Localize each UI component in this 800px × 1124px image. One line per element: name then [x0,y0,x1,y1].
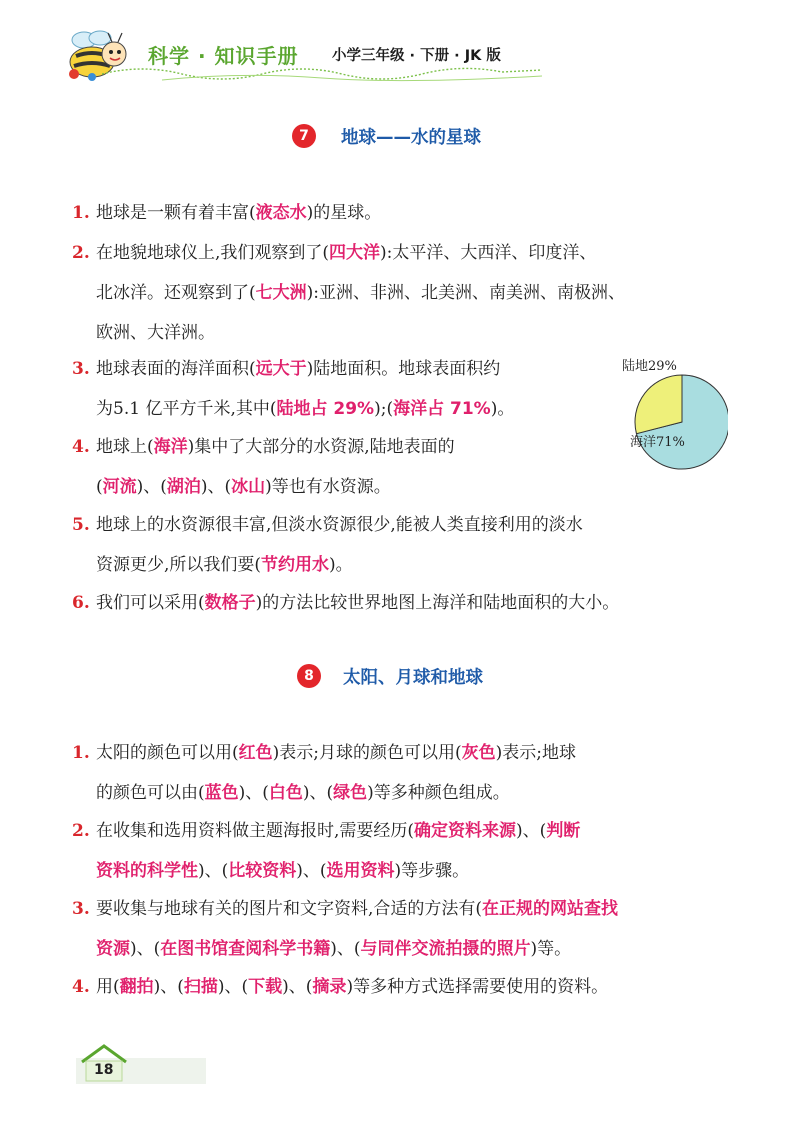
item-text: 太阳的颜色可以用( [96,743,239,763]
item-text: )。 [490,399,515,419]
item-text: 用( [96,977,120,997]
list-item [72,733,732,813]
item-text: )表示;地球 [495,743,577,763]
item-text: 在地貌地球仪上,我们观察到了( [96,243,330,263]
list-item [72,889,732,969]
item-text: 我们可以采用( [96,593,205,613]
answer-text: 海洋 [153,437,188,457]
list-item [72,811,732,891]
item-text: 资源更少,所以我们要( [96,555,262,575]
list-item [72,967,732,1007]
item-text: );( [374,399,394,419]
item-line [72,929,732,969]
section-title: 太阳、月球和地球 [343,668,483,688]
answer-text: 海洋占 71% [393,399,491,419]
item-number: 5. [72,515,90,535]
item-text: )集中了大部分的水资源,陆地表面的 [187,437,455,457]
list-item [72,233,732,353]
answer-text: 灰色 [461,743,496,763]
answer-text: 河流 [102,477,137,497]
item-text: )、( [198,861,229,881]
item-text: ( [96,477,103,497]
item-line [72,273,732,313]
item-number: 3. [72,899,90,919]
item-number: 4. [72,437,90,457]
item-number: 2. [72,243,90,263]
answer-text: 与同伴交流拍摄的照片 [360,939,531,959]
item-text: 要收集与地球有关的图片和文字资料,合适的方法有( [96,899,483,919]
answer-text: 四大洋 [329,243,381,263]
item-text: )等步骤。 [394,861,470,881]
answer-text: 扫描 [183,977,218,997]
item-number: 1. [72,743,90,763]
item-text: )、( [330,939,361,959]
item-text: )、( [153,977,184,997]
item-text: )、( [238,783,269,803]
item-number: 1. [72,203,90,223]
section-heading-8 [0,660,800,694]
item-text: )等多种颜色组成。 [367,783,510,803]
answer-text: 蓝色 [204,783,239,803]
answer-text: 七大洲 [255,283,307,303]
answer-text: 比较资料 [228,861,297,881]
item-line [72,193,732,233]
answer-text: 白色 [268,783,303,803]
item-line [72,889,732,929]
land-label: 陆地29% [622,359,677,374]
answer-text: 远大于 [255,359,307,379]
item-text: )、( [302,783,334,803]
item-text: )表示;月球的颜色可以用( [272,743,462,763]
answer-text: 资源 [96,939,130,959]
answer-text: 液态水 [255,203,307,223]
item-text: )等。 [530,939,572,959]
item-line [72,545,732,585]
page-footer [76,1044,206,1084]
land-ocean-pie-chart [616,350,728,474]
item-text: )、( [200,477,232,497]
answer-text: 数格子 [204,593,256,613]
item-text: 欧洲、大洋洲。 [96,323,215,343]
answer-text: 冰山 [231,477,266,497]
answer-text: 节约用水 [261,555,330,575]
item-text: )、( [296,861,327,881]
item-text: 为5.1 亿平方千米,其中( [96,399,277,419]
list-item [72,193,732,233]
item-line [72,967,732,1007]
answer-text: 摘录 [312,977,347,997]
item-line [72,583,732,623]
item-line [72,811,732,851]
item-number: 3. [72,359,90,379]
item-text: 在收集和选用资料做主题海报时,需要经历( [96,821,415,841]
item-line [72,313,732,353]
answer-text: 在图书馆查阅科学书籍 [160,939,331,959]
section-number-badge: 7 [292,124,316,148]
item-text: )的方法比较世界地图上海洋和陆地面积的大小。 [255,593,620,613]
list-item [72,583,732,623]
item-text: )陆地面积。地球表面积约 [306,359,501,379]
answer-text: 绿色 [333,783,368,803]
page-header [62,26,542,86]
item-text: )、( [516,821,547,841]
list-item [72,505,732,585]
ocean-label: 海洋71% [630,435,685,450]
item-text: )的星球。 [306,203,382,223]
series-title: 科学 · 知识手册 [148,44,299,68]
answer-text: 陆地占 29% [276,399,375,419]
item-number: 6. [72,593,90,613]
item-line [72,505,732,545]
header-wave-decoration [102,62,542,84]
item-text: )、( [217,977,249,997]
item-line [72,773,732,813]
item-line [72,851,732,891]
item-text: 地球上( [96,437,154,457]
item-text: 地球是一颗有着丰富( [96,203,256,223]
answer-text: 在正规的网站查找 [482,899,619,919]
item-text: )、( [130,939,161,959]
item-text: 地球上的水资源很丰富,但淡水资源很少,能被人类直接利用的淡水 [96,515,583,535]
answer-text: 选用资料 [326,861,395,881]
answer-text: 确定资料来源 [414,821,517,841]
edition-label: 小学三年级 · 下册 · JK 版 [332,48,501,64]
item-text: ):亚洲、非洲、北美洲、南美洲、南极洲、 [306,283,625,303]
item-number: 4. [72,977,90,997]
item-line [72,733,732,773]
item-text: ):太平洋、大西洋、印度洋、 [380,243,597,263]
answer-text: 翻拍 [119,977,154,997]
answer-text: 判断 [546,821,581,841]
item-text: )、( [282,977,313,997]
answer-text: 下载 [248,977,283,997]
answer-text: 湖泊 [166,477,201,497]
item-text: 地球表面的海洋面积( [96,359,256,379]
answer-text: 资料的科学性 [96,861,198,881]
section-heading-7 [0,120,800,154]
page-number: 18 [94,1062,114,1078]
item-line [72,233,732,273]
item-text: )。 [329,555,353,575]
item-text: 北冰洋。还观察到了( [96,283,256,303]
item-text: )等也有水资源。 [265,477,391,497]
item-text: 的颜色可以由( [96,783,205,803]
item-text: )等多种方式选择需要使用的资料。 [346,977,609,997]
item-number: 2. [72,821,90,841]
section-title: 地球——水的星球 [341,128,481,148]
item-text: )、( [136,477,167,497]
section-number-badge: 8 [297,664,321,688]
answer-text: 红色 [238,743,273,763]
